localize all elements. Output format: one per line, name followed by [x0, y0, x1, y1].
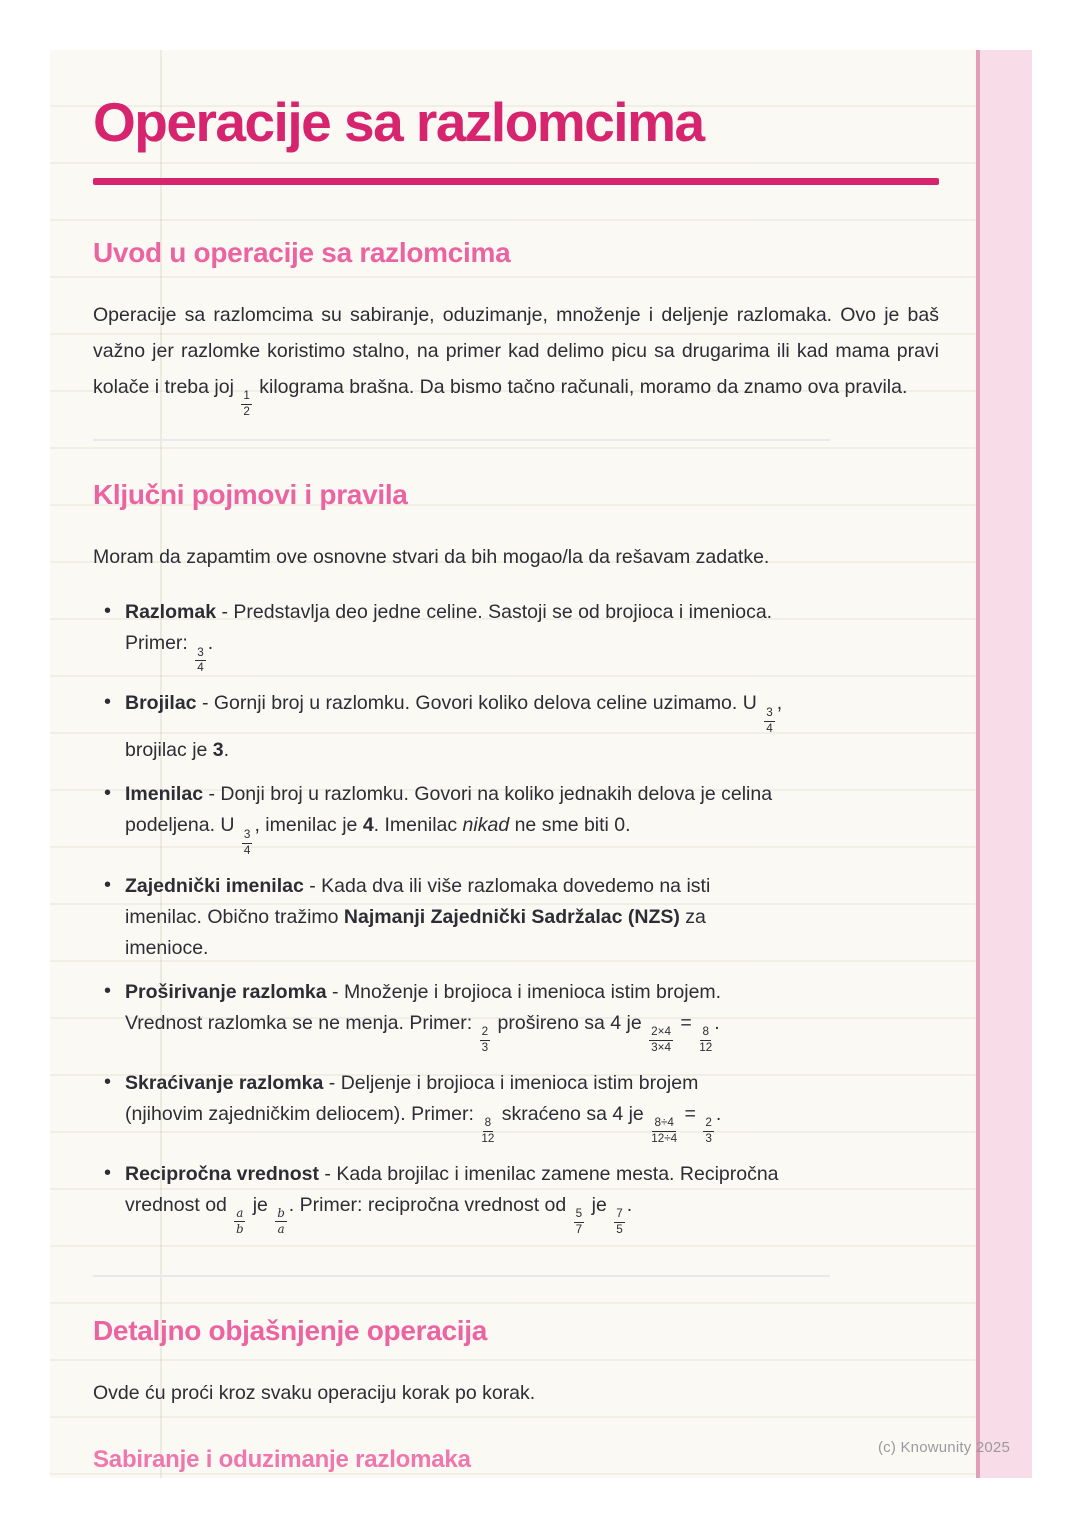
list-item: • Razlomak - Predstavlja deo jedne celine. Sastoji se od brojioca i imenioca. Primer: $\frac{3}{4}$ .	[93, 597, 939, 675]
list-item: • Zajednički imenilac - Kada dva ili više razlomaka dovedemo na isti imenilac. Obično tražimo Najmanji Zajednički Sadržalac (NZS) za imenioce.	[93, 871, 939, 964]
title-rule	[93, 178, 939, 185]
section-divider	[93, 439, 830, 441]
page-edge-pink-stripe	[976, 50, 1032, 1478]
list-item: • Imenilac - Donji broj u razlomku. Govori na koliko jednakih delova je celina podeljena. U $\frac{3}{4}$ , imenilac je 4. Imenilac nikad ne sme biti 0.	[93, 779, 939, 857]
key-terms-list	[93, 597, 939, 1237]
section-detail	[93, 1313, 939, 1475]
section-intro	[93, 235, 939, 419]
section-heading-key-terms: Ključni pojmovi i pravila	[93, 479, 408, 511]
page-content	[93, 50, 939, 1475]
key-terms-intro: Moram da zapamtim ove osnovne stvari da bih mogao/la da rešavam zadatke.	[93, 546, 770, 569]
list-item: • Skraćivanje razlomka - Deljenje i brojioca i imenioca istim brojem (njihovim zajedničkim deliocem). Primer: $\frac{8}{12}$ skraćeno sa 4 je $\frac{8\div 4}{12\div 4}$ = $\frac{2}{3}$ .	[93, 1068, 939, 1146]
intro-paragraph: Operacije sa razlomcima su sabiranje, oduzimanje, množenje i deljenje razlomaka. Ovo je baš važno jer razlomke koristimo stalno, na primer kad delimo picu sa drugarima ili kad mama pravi kolače i treba joj $\frac{1}{2}$ kilograma brašna. Da bismo tačno računali, moramo da znamo ova pravila.	[93, 304, 939, 419]
list-item: • Brojilac - Gornji broj u razlomku. Govori koliko delova celine uzimamo. U $\frac{3}{4}$ , brojilac je 3.	[93, 688, 939, 766]
page-title: Operacije sa razlomcima	[93, 91, 704, 153]
list-item: • Recipročna vrednost - Kada brojilac i imenilac zamene mesta. Recipročna vrednost od $\frac{a}{b}$ je $\frac{b}{a}$ . Primer: recipročna vrednost od $\frac{5}{7}$ je $\frac{7}{5}$ .	[93, 1159, 939, 1237]
section-key-terms	[93, 477, 939, 1237]
detail-intro: Ovde ću proći kroz svaku operaciju korak po korak.	[93, 1381, 536, 1404]
notebook-page	[50, 50, 1032, 1478]
copyright-footer: (c) Knowunity 2025	[877, 1439, 1010, 1456]
section-heading-intro: Uvod u operacije sa razlomcima	[93, 237, 511, 268]
section-heading-detail: Detaljno objašnjenje operacija	[93, 1314, 488, 1346]
subsection-heading-addition: Sabiranje i oduzimanje razlomaka	[93, 1445, 471, 1473]
list-item: • Proširivanje razlomka - Množenje i brojioca i imenioca istim brojem. Vrednost razlomka se ne menja. Primer: $\frac{2}{3}$ prošireno sa 4 je $\frac{2\times 4}{3\times 4}$ = $\frac{8}{12}$ .	[93, 977, 939, 1055]
section-divider	[93, 1275, 830, 1277]
